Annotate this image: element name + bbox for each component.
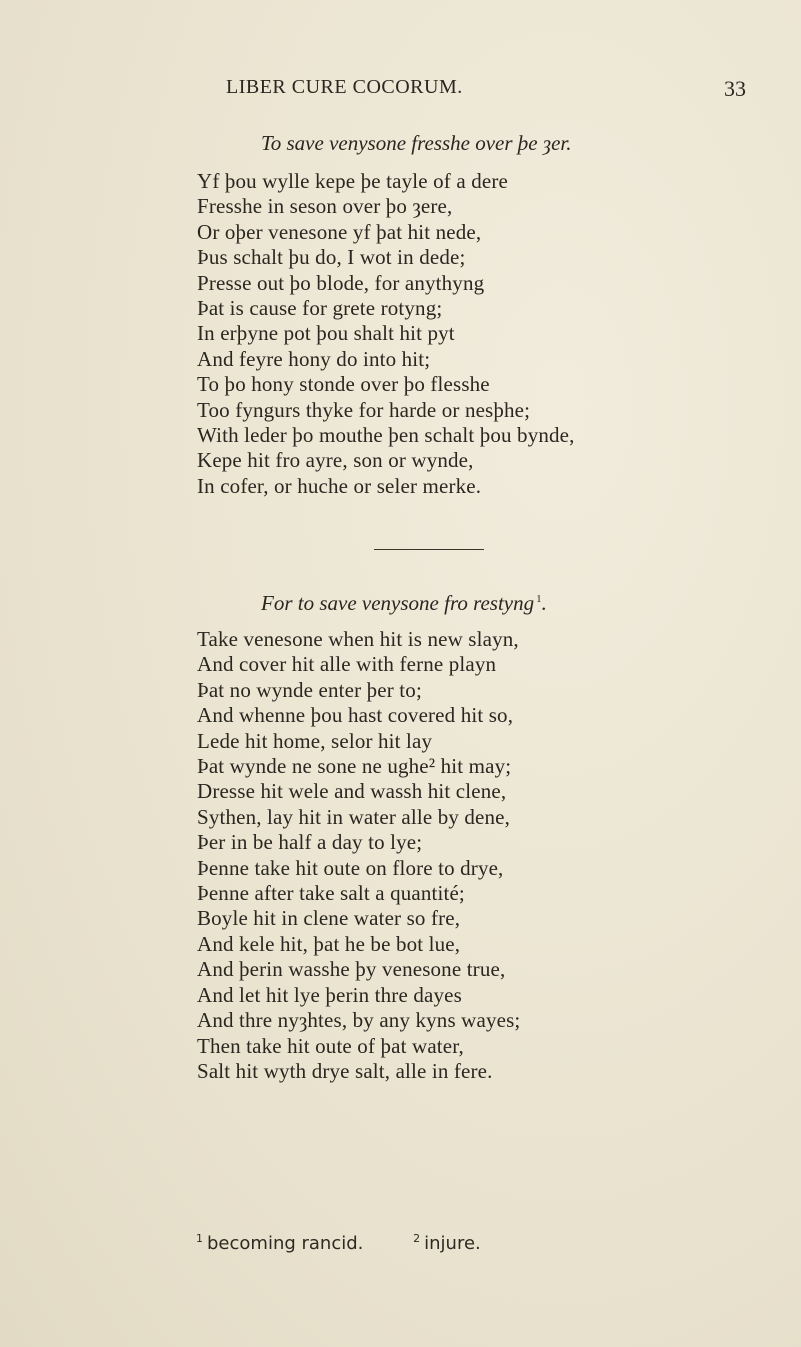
section-title: To save venysone fresshe over þe ȝer. (261, 131, 572, 155)
verse-line: And feyre hony do into hit; (197, 346, 431, 371)
recipe-section-1 (197, 128, 777, 499)
verse-line: To þo hony stonde over þo flesshe (197, 372, 490, 397)
verse-line: Þat no wynde enter þer to; (197, 677, 422, 702)
verse-line: Take venesone when hit is new slayn, (197, 627, 519, 651)
verse-line: Þer in be half a day to lye; (197, 830, 423, 855)
section-title-text: For to save venysone fro restyng (261, 591, 535, 615)
verse-line: Þenne after take salt a quantité; (197, 881, 465, 906)
verse-line: And whenne þou hast covered hit so, (197, 703, 514, 728)
verse-line: Sythen, lay hit in water alle by dene, (197, 804, 511, 829)
verse-line: And þerin wasshe þy venesone true, (197, 957, 506, 982)
verse-line: Þus schalt þu do, I wot in dede; (197, 245, 466, 270)
footnotes (196, 1233, 696, 1254)
verse-line: Þat wynde ne sone ne ughe² hit may; (197, 754, 512, 779)
verse-line: Or oþer venesone yf þat hit nede, (197, 219, 482, 244)
verse-line: Salt hit wyth drye salt, alle in fere. (197, 1058, 493, 1083)
verse-line: Boyle hit in clene water so fre, (197, 906, 461, 931)
verse-line: And let hit lye þerin thre dayes (197, 982, 462, 1007)
footnote-number: 1 (196, 1232, 203, 1245)
section-title (261, 588, 777, 618)
running-title: LIBER CURE COCORUM. (226, 76, 463, 98)
footnote-text: injure. (424, 1233, 481, 1254)
verse-line: And thre nyȝhtes, by any kyns wayes; (197, 1008, 521, 1033)
footnote-ref: 1 (536, 593, 542, 605)
verse-line: Þat is cause for grete rotyng; (197, 296, 443, 321)
verse-line: Yf þou wylle kepe þe tayle of a dere (197, 169, 508, 193)
verse-lines (197, 627, 777, 1084)
footnote-number: 2 (413, 1232, 421, 1245)
section-divider (374, 549, 484, 550)
page-number: 33 (724, 76, 746, 101)
verse-line: With leder þo mouthe þen schalt þou bynde, (197, 423, 575, 448)
verse-line: Þenne take hit oute on flore to drye, (197, 855, 504, 880)
verse-line: Kepe hit fro ayre, son or wynde, (197, 448, 474, 473)
verse-line: And kele hit, þat he be bot lue, (197, 931, 461, 956)
verse-line: Fresshe in seson over þo ȝere, (197, 194, 453, 219)
verse-lines (197, 169, 777, 499)
verse-line: Lede hit home, selor hit lay (197, 728, 433, 753)
footnote-1 (196, 1233, 363, 1254)
verse-line: And cover hit alle with ferne playn (197, 652, 497, 677)
section-title-end: . (541, 591, 547, 615)
running-head (226, 76, 746, 106)
recipe-section-2 (197, 588, 777, 1084)
verse-line: Then take hit oute of þat water, (197, 1033, 464, 1058)
footnote-text: becoming rancid. (207, 1233, 364, 1254)
verse-line: Dresse hit wele and wassh hit clene, (197, 779, 507, 804)
verse-line: In cofer, or huche or seler merke. (197, 473, 482, 498)
verse-line: Too fyngurs thyke for harde or nesþhe; (197, 397, 531, 422)
verse-line: In erþyne pot þou shalt hit pyt (197, 321, 455, 346)
footnote-2 (413, 1233, 481, 1254)
verse-line: Presse out þo blode, for anythyng (197, 270, 485, 295)
